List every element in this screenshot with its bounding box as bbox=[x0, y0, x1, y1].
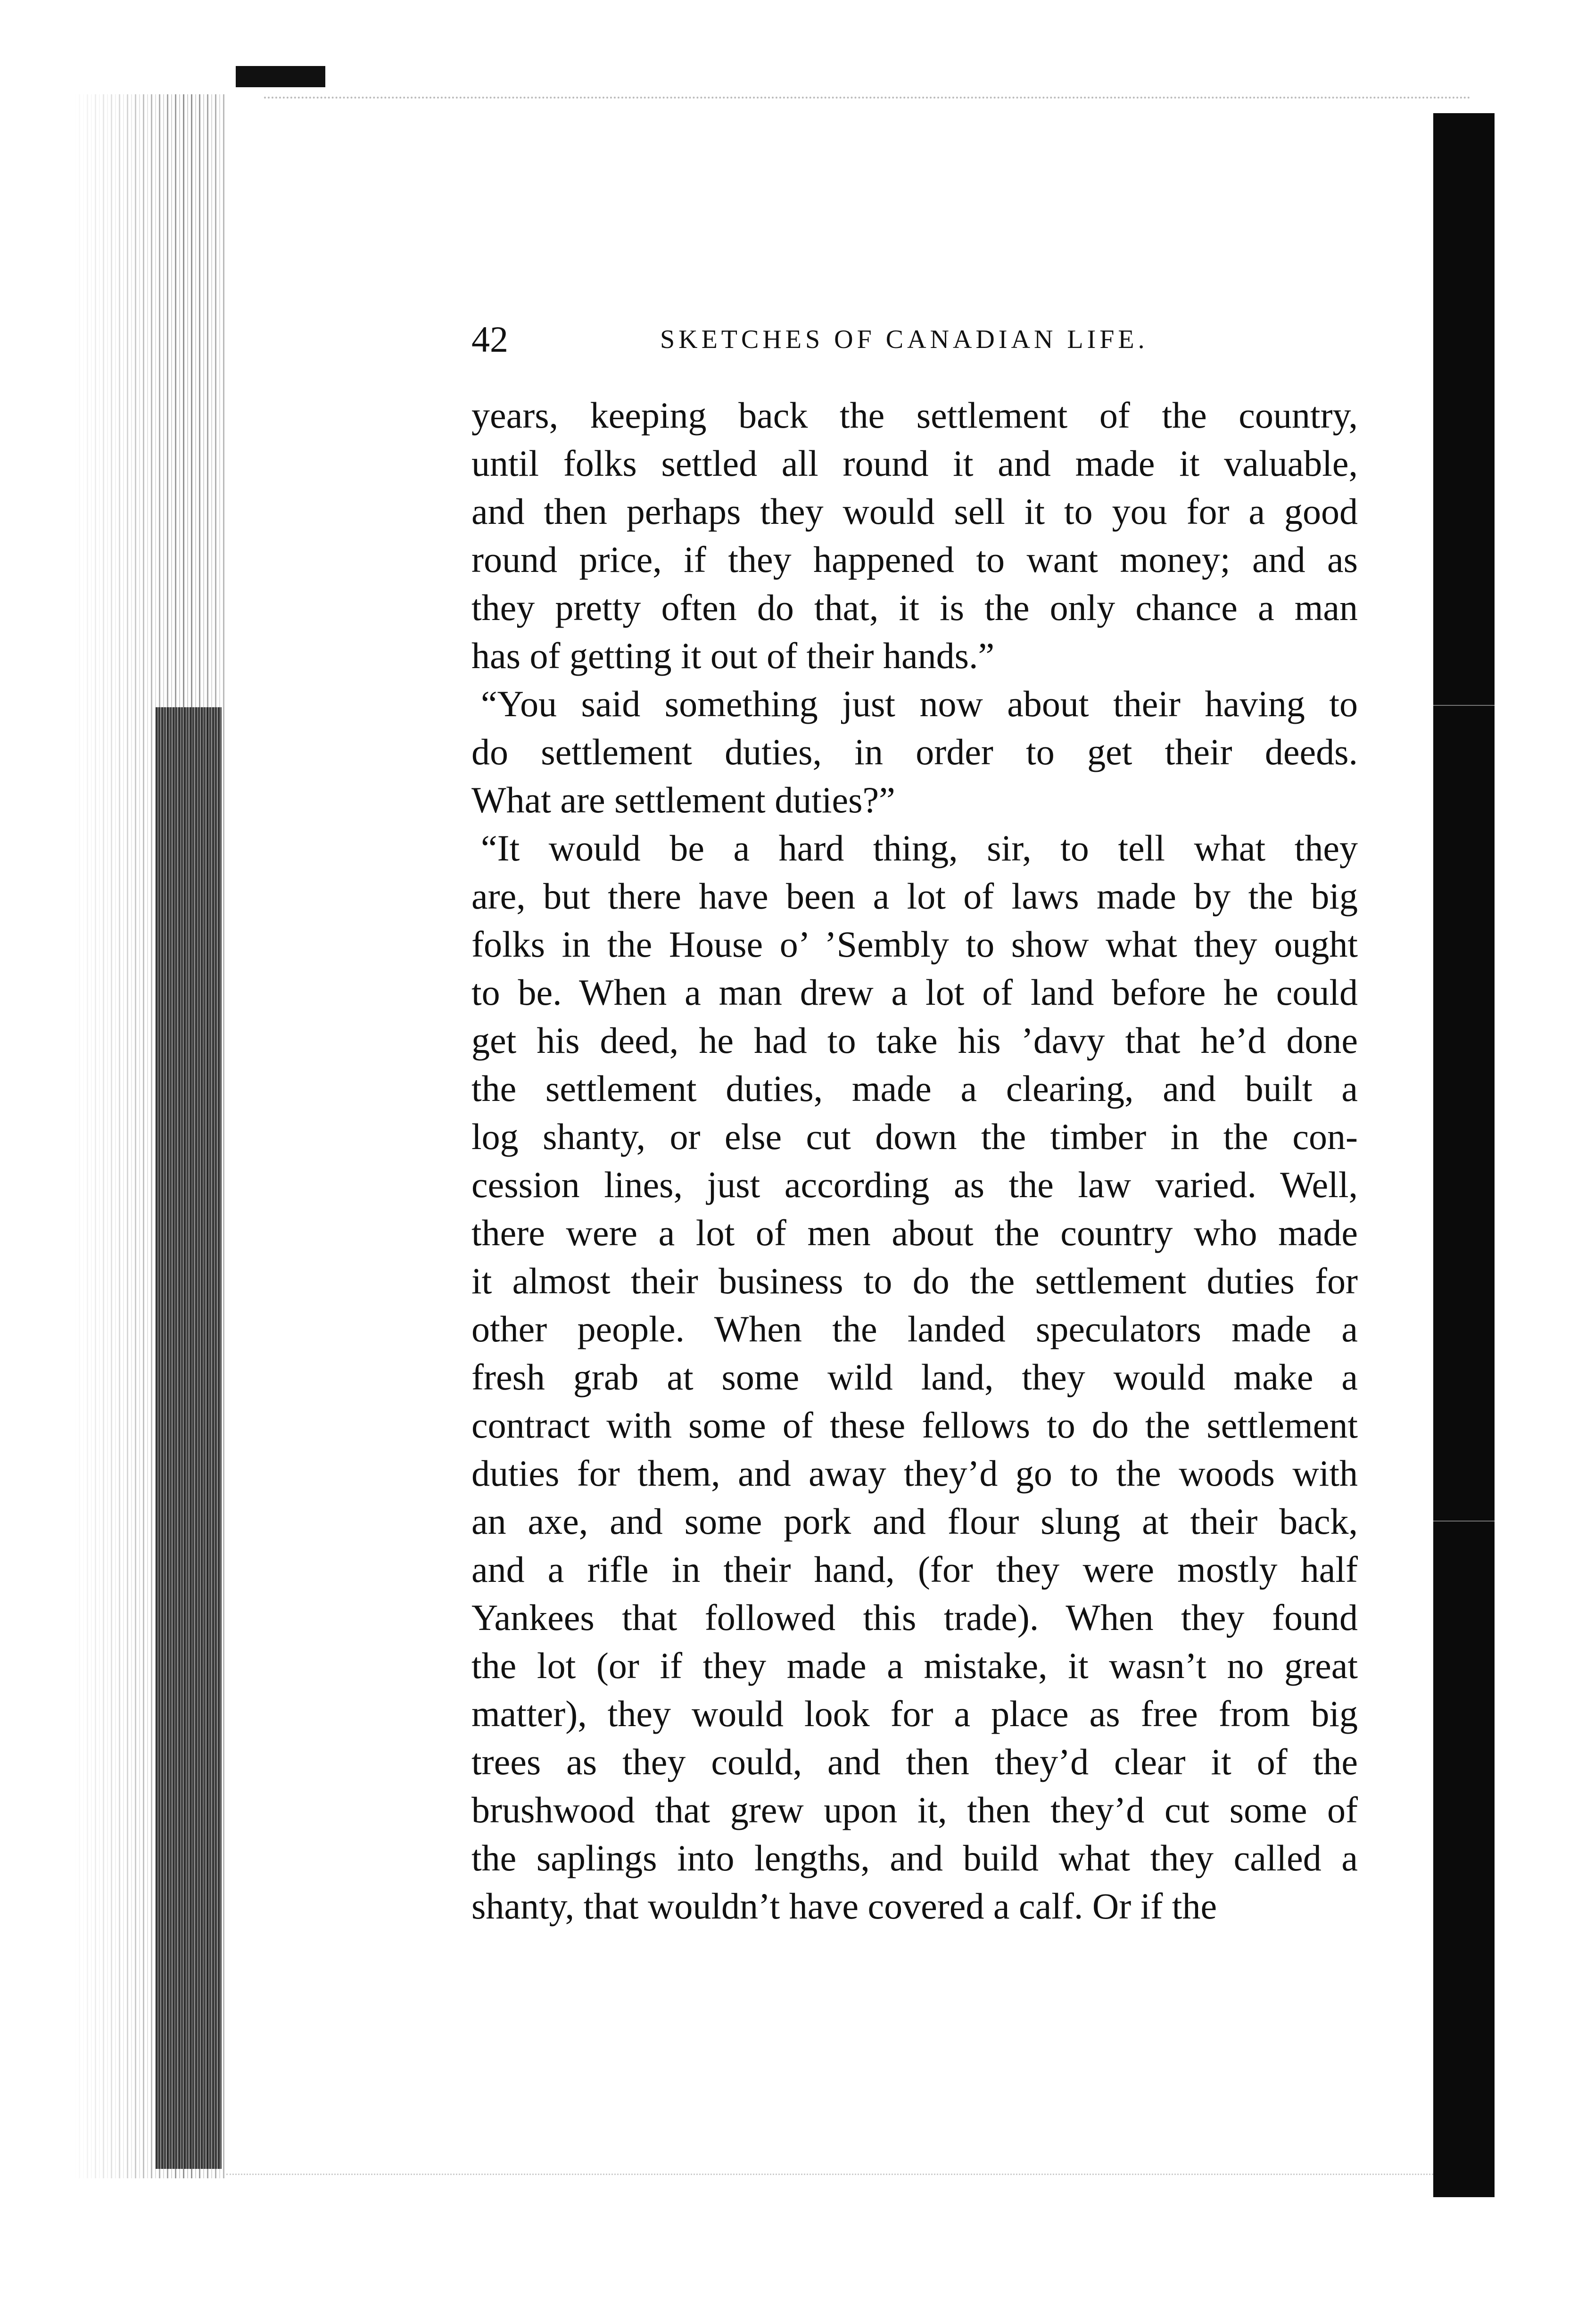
scan-top-speckle bbox=[264, 97, 1471, 99]
text-line: contract with some of these fellows to do the settlement bbox=[471, 1405, 1358, 1446]
text-line: What are settlement duties?” bbox=[471, 779, 895, 820]
text-line: the settlement duties, made a clearing, and built a bbox=[471, 1068, 1358, 1109]
text-line: fresh grab at some wild land, they would make a bbox=[471, 1356, 1358, 1398]
page-number: 42 bbox=[471, 319, 508, 360]
text-line: brushwood that grew upon it, then they’d cut some of bbox=[471, 1789, 1358, 1830]
text-line: and a rifle in their hand, (for they were mostly half bbox=[471, 1549, 1358, 1590]
text-line: there were a lot of men about the country who made bbox=[471, 1212, 1358, 1253]
text-line: an axe, and some pork and flour slung at their back, bbox=[471, 1501, 1358, 1542]
text-line: round price, if they happened to want money; and as bbox=[471, 539, 1358, 580]
text-line: “You said something just now about their having to bbox=[481, 683, 1358, 724]
text-line: the lot (or if they made a mistake, it wasn’t no great bbox=[471, 1645, 1358, 1686]
scan-bottom-speckle bbox=[226, 2174, 1433, 2175]
text-line: has of getting it out of their hands.” bbox=[471, 635, 995, 676]
scan-top-mark bbox=[236, 66, 325, 87]
text-line: to be. When a man drew a lot of land before he could bbox=[471, 972, 1358, 1013]
text-line: are, but there have been a lot of laws made by the big bbox=[471, 876, 1358, 917]
text-line: years, keeping back the settlement of the country, bbox=[471, 395, 1358, 436]
text-line: trees as they could, and then they’d clear it of the bbox=[471, 1741, 1358, 1782]
text-line: Yankees that followed this trade). When they found bbox=[471, 1597, 1358, 1638]
scan-binding-dark-strip bbox=[156, 707, 222, 2169]
body-text bbox=[471, 391, 1358, 1930]
text-line: the saplings into lengths, and build what they called a bbox=[471, 1837, 1358, 1878]
text-line: other people. When the landed speculators made a bbox=[471, 1308, 1358, 1349]
text-line: get his deed, he had to take his ’davy that he’d done bbox=[471, 1020, 1358, 1061]
text-line: and then perhaps they would sell it to you for a good bbox=[471, 491, 1358, 532]
text-line: matter), they would look for a place as free from big bbox=[471, 1693, 1358, 1734]
text-line: it almost their business to do the settlement duties for bbox=[471, 1260, 1358, 1301]
text-line: “It would be a hard thing, sir, to tell what they bbox=[481, 827, 1358, 868]
text-line: cession lines, just according as the law varied. Well, bbox=[471, 1164, 1358, 1205]
text-line: shanty, that wouldn’t have covered a calf. Or if the bbox=[471, 1886, 1217, 1927]
text-line: they pretty often do that, it is the only chance a man bbox=[471, 587, 1358, 628]
text-line: log shanty, or else cut down the timber in the con- bbox=[471, 1116, 1358, 1157]
scan-right-edge-bar bbox=[1433, 113, 1495, 2197]
text-line: until folks settled all round it and made it valuable, bbox=[471, 443, 1358, 484]
text-line: duties for them, and away they’d go to the woods with bbox=[471, 1453, 1358, 1494]
running-head: SKETCHES OF CANADIAN LIFE. bbox=[660, 325, 1148, 354]
text-line: do settlement duties, in order to get their deeds. bbox=[471, 731, 1358, 772]
page-header bbox=[471, 314, 1358, 365]
text-line: folks in the House o’ ’Sembly to show what they ought bbox=[471, 924, 1358, 965]
